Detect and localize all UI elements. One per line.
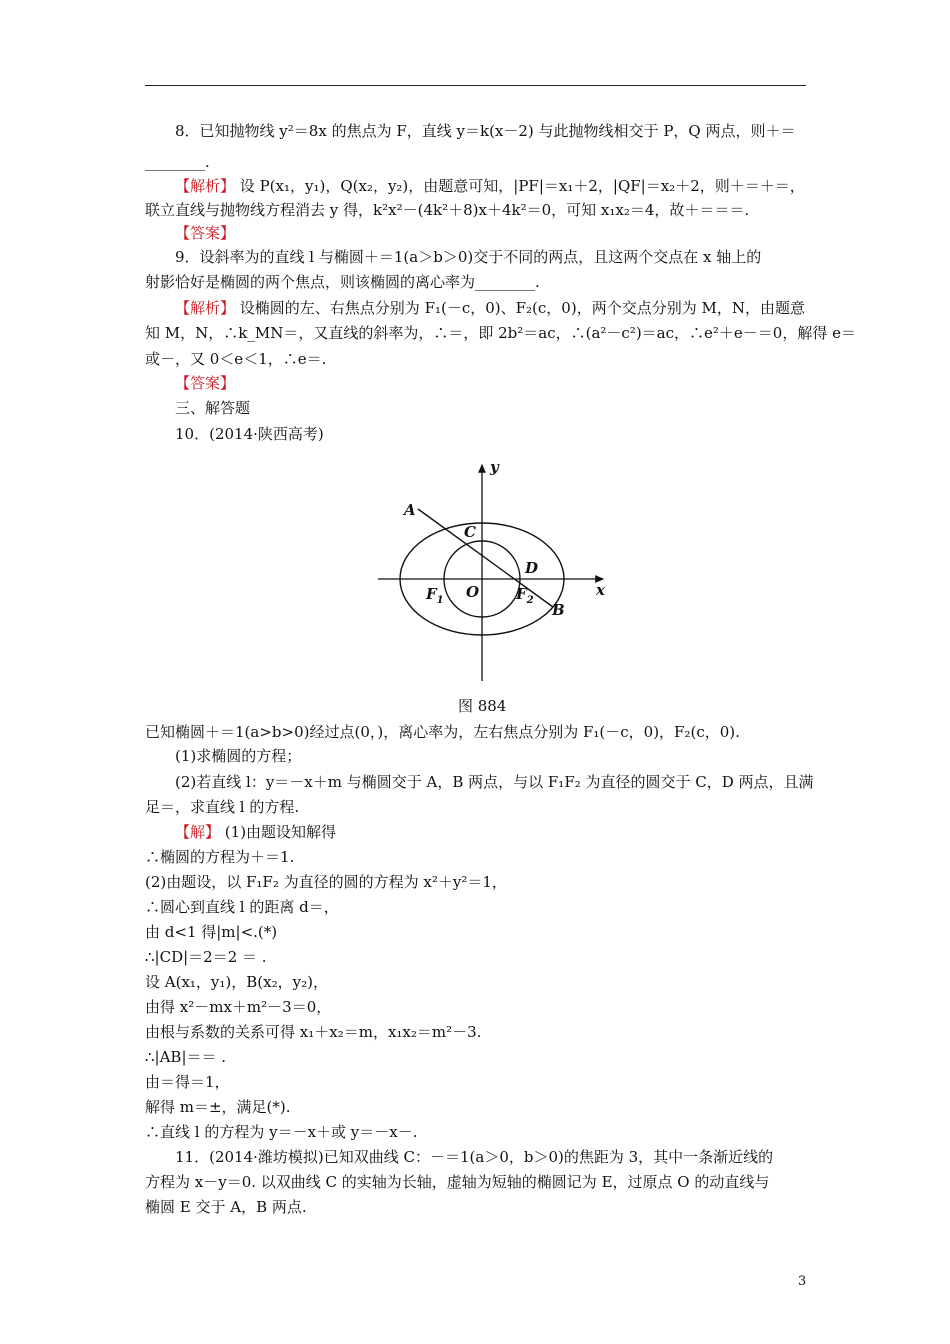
q10-line-1: 已知椭圆＋＝1(a>b>0)经过点(0，)，离心率为，左右焦点分别为 F₁(－c，0)，F₂(c，0).	[145, 723, 740, 741]
figure-caption: 图 884	[458, 697, 507, 715]
label-c: C	[464, 523, 476, 541]
label-f1: $F_1$	[426, 585, 444, 606]
label-d: D	[525, 559, 539, 577]
q11-line-1: 11．(2014·潍坊模拟)已知双曲线 C：－＝1(a＞0，b＞0)的焦距为 3，其中一条渐近线的	[175, 1148, 774, 1166]
q10-solution-line-6: ∴|CD|＝2＝2 ＝ .	[145, 948, 267, 966]
q10-part-2-line-1: (2)若直线 l：y＝－x＋m 与椭圆交于 A，B 两点，与以 F₁F₂ 为直径的圆交于 C，D 两点，且满	[175, 773, 814, 791]
solution-tag: 【解】	[175, 823, 221, 841]
page-number: 3	[798, 1274, 807, 1289]
ellipse-circle-figure	[370, 455, 615, 685]
q10-solution-text: (1)由题设知解得	[224, 823, 337, 841]
q10-solution-line-9: 由根与系数的关系可得 x₁＋x₂＝m，x₁x₂＝m²－3.	[145, 1023, 482, 1041]
answer-tag: 【答案】	[175, 374, 236, 392]
q9-solution-text: 设椭圆的左、右焦点分别为 F₁(－c，0)、F₂(c，0)，两个交点分别为 M，N，由题意	[239, 299, 805, 317]
q9-line-1: 9．设斜率为的直线 l 与椭圆＋＝1(a＞b＞0)交于不同的两点，且这两个交点在 x 轴上的	[175, 248, 762, 266]
header-rule	[145, 85, 806, 86]
q10-solution-line-3: (2)由题设，以 F₁F₂ 为直径的圆的方程为 x²＋y²＝1，	[145, 873, 507, 891]
q10-solution-line-10: ∴|AB|＝＝ .	[145, 1048, 227, 1066]
q10-part-2-line-2: 足＝，求直线 l 的方程.	[145, 798, 300, 816]
figure-svg	[370, 455, 615, 685]
q8-solution-line-1	[175, 175, 805, 197]
q10-solution-line-7: 设 A(x₁，y₁)，B(x₂，y₂)，	[145, 973, 328, 991]
answer-tag: 【答案】	[175, 224, 236, 242]
q10-solution-line-13: ∴直线 l 的方程为 y＝－x＋或 y＝－x－.	[145, 1123, 418, 1141]
section-heading: 三、解答题	[175, 399, 251, 417]
q10-solution-line-1	[175, 821, 336, 843]
q10-solution-line-12: 解得 m＝±，满足(*).	[145, 1098, 291, 1116]
q9-solution-line-3: 或－，又 0＜e＜1，∴e＝.	[145, 350, 327, 368]
label-y: y	[490, 458, 499, 476]
q10-solution-line-2: ∴椭圆的方程为＋＝1.	[145, 848, 295, 866]
label-f2: $F_2$	[516, 585, 534, 606]
label-a: A	[404, 501, 416, 519]
label-o: O	[466, 583, 480, 601]
q10-title: 10．(2014·陕西高考)	[175, 425, 324, 443]
q10-part-1: (1)求椭圆的方程；	[175, 747, 302, 765]
q9-line-2: 射影恰好是椭圆的两个焦点，则该椭圆的离心率为________.	[145, 273, 540, 291]
q11-line-2: 方程为 x－y＝0. 以双曲线 C 的实轴为长轴，虚轴为短轴的椭圆记为 E，过原点 O 的动直线与	[145, 1173, 770, 1191]
q8-line-1: 8．已知抛物线 y²＝8x 的焦点为 F，直线 y＝k(x－2) 与此抛物线相交于 P，Q 两点，则＋＝	[175, 122, 796, 140]
q11-line-3: 椭圆 E 交于 A，B 两点.	[145, 1198, 307, 1216]
q10-solution-line-11: 由＝得＝1，	[145, 1073, 230, 1091]
analysis-tag: 【解析】	[175, 177, 236, 195]
q8-solution-text: 设 P(x₁，y₁)，Q(x₂，y₂)，由题意可知，|PF|＝x₁＋2，|QF|＝x₂＋2，则＋＝＋＝，	[239, 177, 805, 195]
q10-solution-line-5: 由 d<1 得|m|<.(*)	[145, 923, 278, 941]
q8-blank: ________.	[145, 153, 210, 171]
q9-solution-line-1	[175, 297, 805, 319]
q10-solution-line-4: ∴圆心到直线 l 的距离 d＝，	[145, 898, 339, 916]
label-b: B	[552, 601, 565, 619]
q10-solution-line-8: 由得 x²－mx＋m²－3＝0，	[145, 998, 332, 1016]
q9-solution-line-2: 知 M，N，∴k_MN＝，又直线的斜率为，∴＝，即 2b²＝ac，∴(a²－c²)＝ac，∴e²＋e－＝0，解得 e＝	[145, 324, 856, 342]
q8-solution-line-2: 联立直线与抛物线方程消去 y 得，k²x²－(4k²＋8)x＋4k²＝0，可知 x₁x₂＝4，故＋＝＝＝.	[145, 201, 750, 219]
label-x: x	[596, 581, 605, 599]
analysis-tag: 【解析】	[175, 299, 236, 317]
